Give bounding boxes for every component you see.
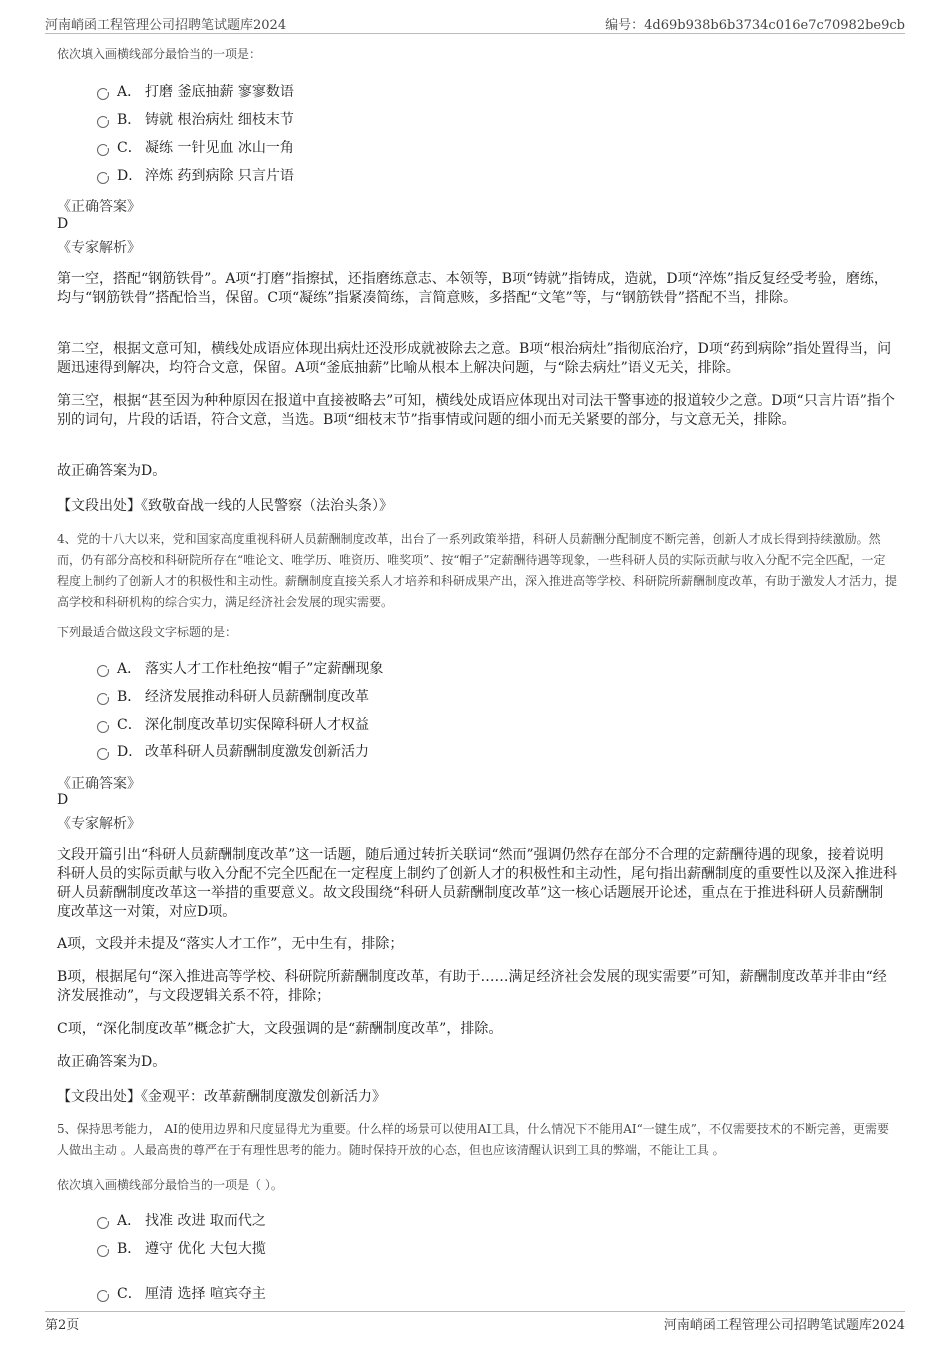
q4-answer-label: 《正确答案》 — [57, 776, 141, 792]
q3-analysis-p4: 故正确答案为D。 — [57, 463, 167, 479]
radio-icon[interactable] — [97, 693, 109, 705]
header-code: 编号：4d69b938b6b3734c016e7c70982be9cb — [605, 18, 905, 33]
q4-analysis-p1: 文段开篇引出“科研人员薪酬制度改革”这一话题，随后通过转折关联词“然而”强调仍然存在部分不合理的定薪酬待遇的现象，接着说明科研人员的实际贡献与收入分配不完全匹配在一定程度上制约了创新人才的积极性和主动性，尾句指出薪酬制度的重要性以及深入推进科研人员薪酬制度改革这一举措的重要意义。故文段围绕“科研人员薪酬制度改革”这一核心话题展开论述，重点在于推进科研人员薪酬制度改革这一对策，对应D项。 — [57, 847, 897, 920]
q5-passage: 5、保持思考能力， AI的使用边界和尺度显得尤为重要。什么样的场景可以使用AI工具，什么情况下不能用AI“一键生成”，不仅需要技术的不断完善，更需要人做出主动 。人最高贵的尊严在于有理性思考的能力。随时保持开放的心态，但也应该清醒认识到工具的弊端，不能让工具 。 — [57, 1122, 889, 1157]
footer-title: 河南峭函工程管理公司招聘笔试题库2024 — [663, 1318, 905, 1333]
q3-option-d[interactable]: D． 淬炼 药到病除 只言片语 — [97, 166, 294, 186]
radio-icon[interactable] — [97, 721, 109, 733]
q4-passage: 4、党的十八大以来，党和国家高度重视科研人员薪酬制度改革，出台了一系列政策举措，科研人员薪酬分配制度不断完善，创新人才成长得到持续激励。然而，仍有部分高校和科研院所存在“唯论文、唯学历、唯资历、唯奖项”、按“帽子”定薪酬待遇等现象，一些科研人员的实际贡献与收入分配不完全匹配，一定程度上制约了创新人才的积极性和主动性。薪酬制度直接关系人才培养和科研成果产出，深入推进高等学校、科研院所薪酬制度改革，有助于激发人才活力，提高学校和科研机构的综合实力，满足经济社会发展的现实需要。 — [57, 532, 898, 609]
radio-icon[interactable] — [97, 665, 109, 677]
radio-icon[interactable] — [97, 88, 109, 100]
q3-analysis-p1: 第一空，搭配“钢筋铁骨”。A项“打磨”指擦拭，还指磨练意志、本领等，B项“铸就”指铸成，造就，D项“淬炼”指反复经受考验，磨练，均与“钢筋铁骨”搭配恰当，保留。C项“凝练”指紧凑简练，言简意赅，多搭配“文笔”等，与“钢筋铁骨”搭配不当，排除。 — [57, 271, 888, 306]
q4-analysis-p2: A项，文段并未提及“落实人才工作”，无中生有，排除； — [57, 936, 404, 952]
radio-icon[interactable] — [97, 1245, 109, 1257]
radio-icon[interactable] — [97, 748, 109, 760]
q4-option-d[interactable]: D． 改革科研人员薪酬制度激发创新活力 — [97, 742, 369, 762]
q4-option-a[interactable]: A． 落实人才工作杜绝按“帽子”定薪酬现象 — [97, 659, 383, 679]
footer-divider — [45, 1311, 905, 1312]
footer-page-number: 第2页 — [45, 1318, 80, 1333]
radio-icon[interactable] — [97, 1290, 109, 1302]
radio-icon[interactable] — [97, 144, 109, 156]
q3-answer: D — [57, 216, 69, 232]
q5-option-c[interactable]: C． 厘清 选择 喧宾夺主 — [97, 1284, 266, 1304]
q3-source: 【文段出处】《致敬奋战一线的人民警察（法治头条）》 — [57, 498, 393, 514]
page-header — [0, 0, 950, 34]
q3-analysis-p3: 第三空，根据“甚至因为种种原因在报道中直接被略去”可知，横线处成语应体现出对司法干警事迹的报道较少之意。D项“只言片语”指个别的词句，片段的话语，符合文意，当选。B项“细枝末节”指事情或问题的细小而无关紧要的部分，与文意无关，排除。 — [57, 393, 895, 428]
q4-source: 【文段出处】《金观平：改革薪酬制度激发创新活力》 — [57, 1089, 386, 1105]
q5-prompt: 依次填入画横线部分最恰当的一项是（ ）。 — [57, 1178, 283, 1192]
q4-prompt: 下列最适合做这段文字标题的是： — [57, 625, 238, 639]
q4-analysis-p4: C项，“深化制度改革”概念扩大，文段强调的是“薪酬制度改革”，排除。 — [57, 1021, 503, 1037]
radio-icon[interactable] — [97, 172, 109, 184]
q3-option-b[interactable]: B． 铸就 根治病灶 细枝末节 — [97, 110, 294, 130]
q3-answer-label: 《正确答案》 — [57, 199, 141, 215]
q4-option-c[interactable]: C． 深化制度改革切实保障科研人才权益 — [97, 715, 369, 735]
q4-analysis-p5: 故正确答案为D。 — [57, 1054, 167, 1070]
q3-option-c[interactable]: C． 凝练 一针见血 冰山一角 — [97, 138, 294, 158]
q5-option-a[interactable]: A． 找准 改进 取而代之 — [97, 1211, 266, 1231]
q4-analysis-label: 《专家解析》 — [57, 816, 141, 832]
header-divider — [45, 33, 905, 34]
q3-option-a[interactable]: A． 打磨 釜底抽薪 寥寥数语 — [97, 82, 294, 102]
q4-answer: D — [57, 792, 69, 808]
radio-icon[interactable] — [97, 116, 109, 128]
q3-analysis-p2: 第二空，根据文意可知，横线处成语应体现出病灶还没形成就被除去之意。B项“根治病灶”指彻底治疗，D项“药到病除”指处置得当，问题迅速得到解决，均符合文意，保留。A项“釜底抽薪”比喻从根本上解决问题，与“除去病灶”语义无关，排除。 — [57, 341, 892, 376]
radio-icon[interactable] — [97, 1217, 109, 1229]
q5-option-b[interactable]: B． 遵守 优化 大包大揽 — [97, 1239, 266, 1259]
q3-analysis-label: 《专家解析》 — [57, 240, 141, 256]
q3-prompt: 依次填入画横线部分最恰当的一项是： — [57, 47, 262, 61]
header-title: 河南峭函工程管理公司招聘笔试题库2024 — [45, 18, 287, 33]
q4-option-b[interactable]: B． 经济发展推动科研人员薪酬制度改革 — [97, 687, 369, 707]
q4-analysis-p3: B项，根据尾句“深入推进高等学校、科研院所薪酬制度改革，有助于……满足经济社会发展的现实需要”可知，薪酬制度改革并非由“经济发展推动”，与文段逻辑关系不符，排除； — [57, 969, 887, 1004]
